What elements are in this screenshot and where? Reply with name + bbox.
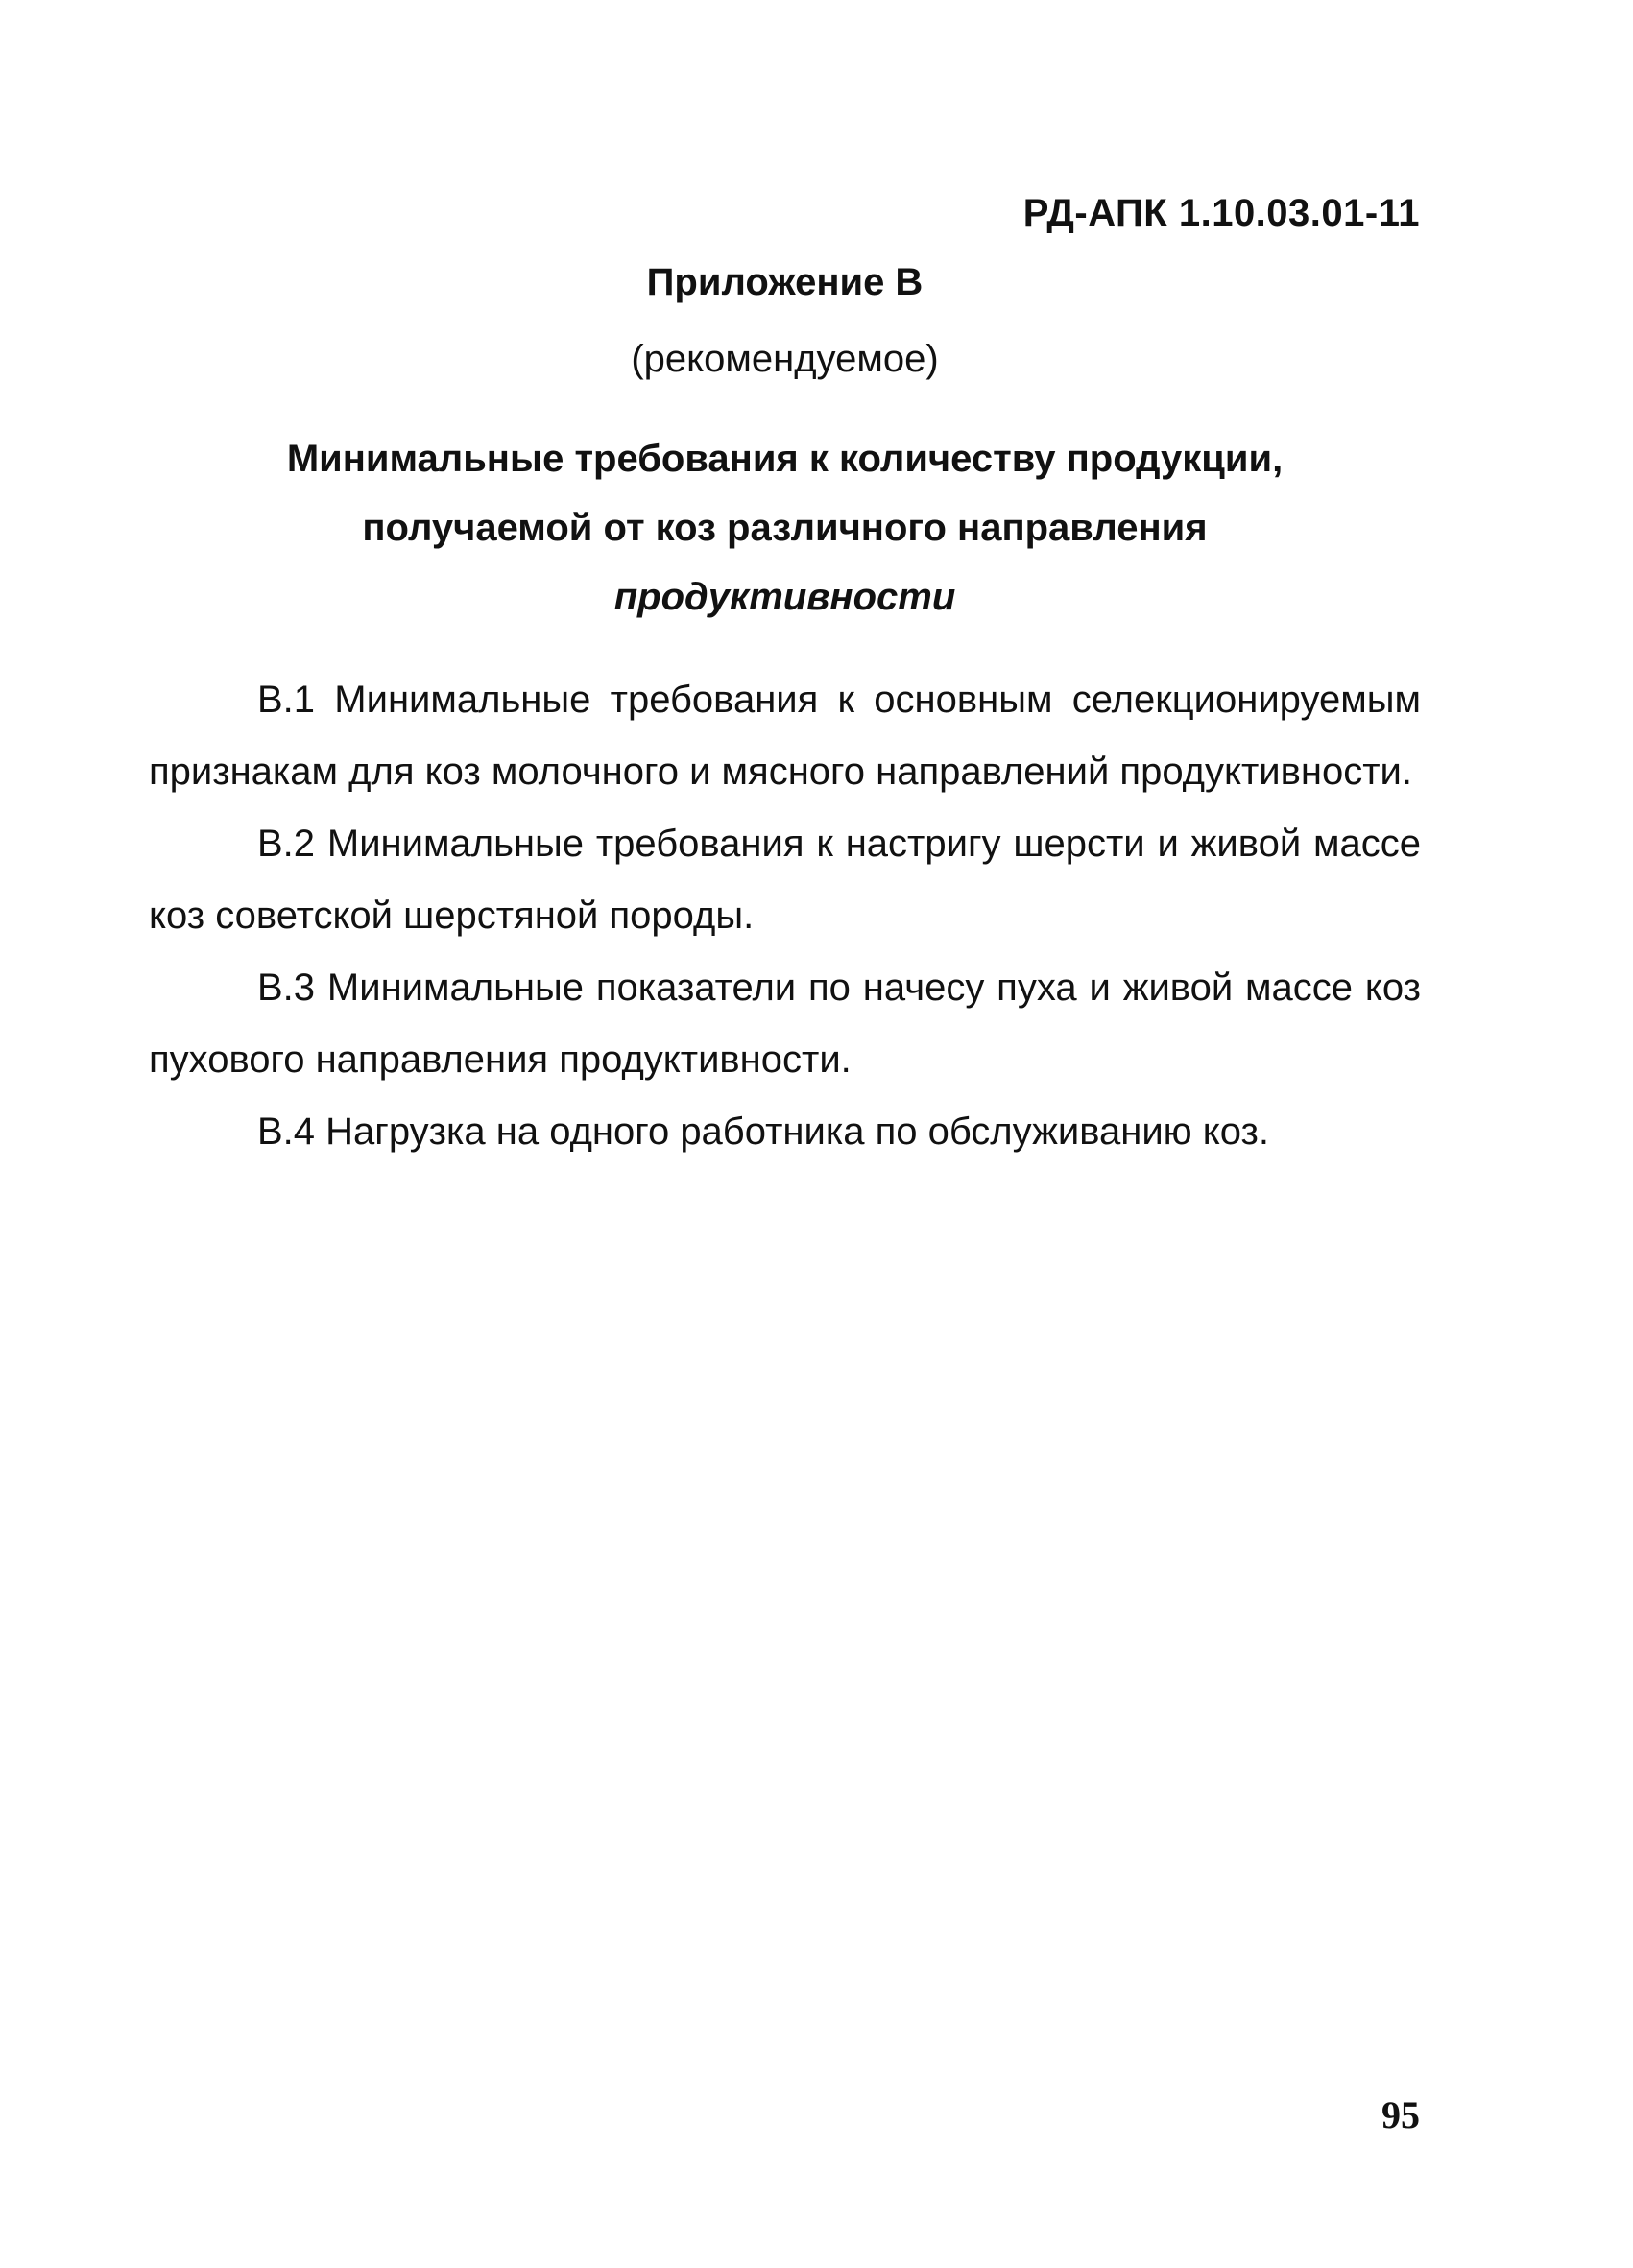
document-code: РД-АПК 1.10.03.01-11 (1022, 192, 1420, 234)
appendix-title: Приложение В (646, 261, 924, 303)
page-number: 95 (1381, 2093, 1420, 2137)
paragraph-b3: В.3 Минимальные показатели по начесу пуха и живой массе коз пухового направления продуктивности. (149, 967, 1421, 1081)
main-heading-line-2: получаемой от коз различного направления (362, 507, 1208, 549)
main-heading (149, 424, 1421, 632)
paragraph-b4: В.4 Нагрузка на одного работника по обслуживанию коз. (257, 1110, 1269, 1153)
main-heading-line-1: Минимальные требования к количеству продукции, (286, 438, 1284, 480)
paragraph-b2: В.2 Минимальные требования к настригу шерсти и живой массе коз советской шерстяной породы. (149, 823, 1421, 937)
appendix-note: (рекомендуемое) (631, 338, 939, 380)
body-text (149, 664, 1421, 1168)
paragraph-b1: В.1 Минимальные требования к основным селекционируемым признакам для коз молочного и мясного направлений продуктивности. (149, 679, 1421, 793)
main-heading-line-3: продуктивности (613, 576, 956, 618)
